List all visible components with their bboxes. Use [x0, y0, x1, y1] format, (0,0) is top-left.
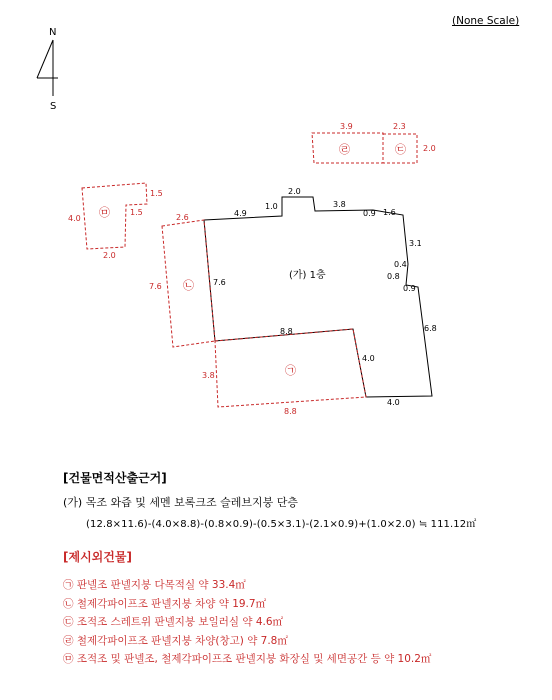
dim-top-bump: 2.0: [288, 187, 301, 196]
annex-5-top-dim: 1.5: [150, 189, 163, 198]
dim-left: 7.6: [213, 278, 226, 287]
dim-right-long: 6.8: [424, 324, 437, 333]
list-item: ㉠ 판넬조 판넬지붕 다목적실 약 33.4㎡: [63, 579, 246, 591]
annex-1-symbol: ㉠: [285, 364, 296, 377]
annex-2-top: 2.6: [176, 213, 189, 222]
dim-notch: 4.0: [362, 354, 375, 363]
annex-3-width: 2.3: [393, 122, 406, 131]
area-calc-title: [건물면적산출근거]: [63, 471, 167, 485]
list-item: ㉣ 철제각파이프조 판넬지붕 차양(창고) 약 7.8㎡: [63, 634, 288, 647]
dim-right-a: 3.1: [409, 239, 422, 248]
annex-5-bottom: 2.0: [103, 251, 116, 260]
annex-5-height: 4.0: [68, 214, 81, 223]
area-calc-description: (가) 목조 와즙 및 세멘 보록크조 슬레브지붕 단층: [63, 496, 298, 509]
annex-5-inner-dim: 1.5: [130, 208, 143, 217]
main-building-label: (가) 1층: [289, 270, 326, 281]
list-item: ㉡ 철제각파이프조 판넬지붕 차양 약 19.7㎡: [63, 597, 267, 610]
dim-right-d: 0.9: [403, 284, 416, 293]
dim-top-mid-b: 3.8: [333, 200, 346, 209]
list-item: ㉢ 조적조 스레트위 판넬지붕 보일러실 약 4.6㎡: [63, 616, 284, 628]
compass-south: S: [50, 101, 57, 112]
list-item: ㉤ 조적조 및 판넬조, 철제각파이프조 판넬지붕 화장실 및 세면공간 등 약 10.2㎡: [63, 653, 432, 665]
dim-right-b: 0.4: [394, 260, 407, 269]
dim-inner-bottom: 8.8: [280, 327, 293, 336]
annex-4-width: 3.9: [340, 122, 353, 131]
main-building-outline: [204, 197, 432, 397]
dim-top-mid-a: 1.0: [265, 202, 278, 211]
annex-1-height: 3.8: [202, 371, 215, 380]
annex-3-height: 2.0: [423, 144, 436, 153]
dim-bottom: 4.0: [387, 398, 400, 407]
north-arrow-icon: [37, 40, 58, 96]
annex-5-symbol: ㉤: [99, 206, 110, 219]
dim-top-right-b: 1.6: [383, 208, 396, 217]
annex-2-symbol: ㉡: [183, 279, 194, 292]
area-calc-formula: (12.8×11.6)-(4.0×8.8)-(0.8×0.9)-(0.5×3.1)-(2.1×0.9)+(1.0×2.0) ≒ 111.12㎡: [86, 519, 477, 530]
scale-note: (None Scale): [452, 15, 520, 27]
dim-top-left: 4.9: [234, 209, 247, 218]
dim-right-c: 0.8: [387, 272, 400, 281]
annex-3-symbol: ㉢: [395, 143, 406, 156]
annex-1-width: 8.8: [284, 407, 297, 416]
annex-2-height: 7.6: [149, 282, 162, 291]
other-buildings-list: [63, 577, 431, 670]
dim-top-right-a: 0.9: [363, 209, 376, 218]
other-buildings-title: [제시외건물]: [63, 550, 132, 564]
compass-north: N: [49, 27, 57, 38]
annex-4-symbol: ㉣: [339, 143, 350, 156]
